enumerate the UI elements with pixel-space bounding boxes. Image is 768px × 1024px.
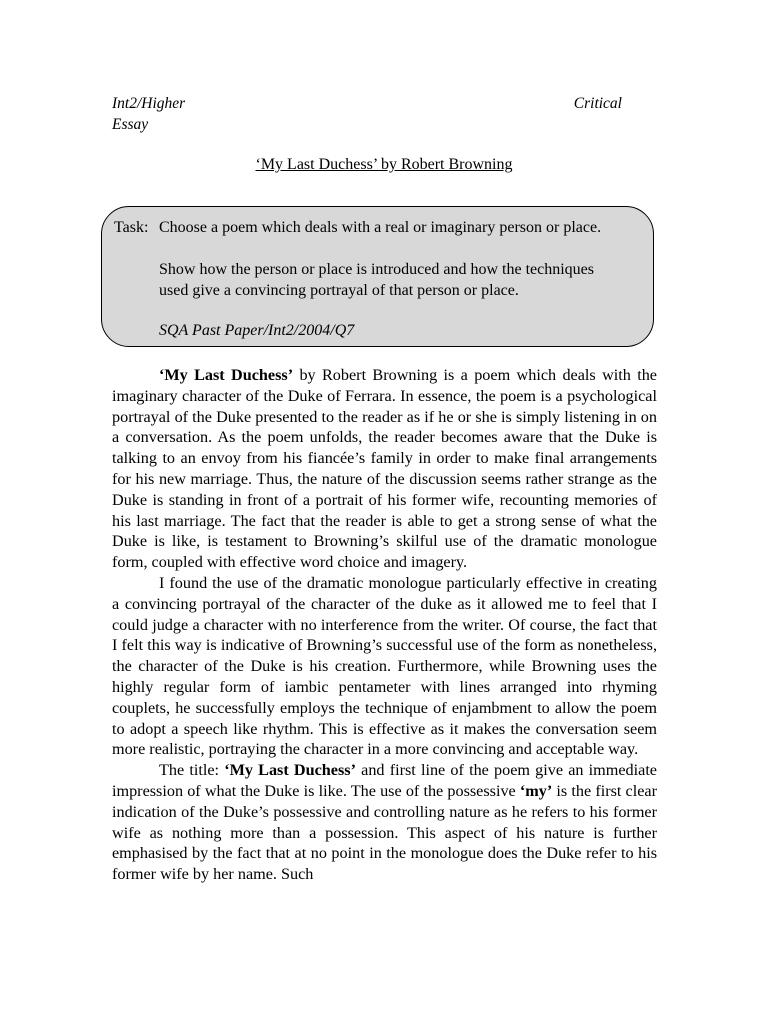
task-label: Task:: [114, 219, 149, 236]
task-line-3: used give a convincing portrayal of that person or place.: [159, 282, 519, 299]
essay-paragraph-1: [112, 365, 657, 573]
header-level: Int2/Higher: [112, 95, 186, 112]
poem-title-bold-2: ‘My Last Duchess’: [224, 761, 356, 780]
task-line-2: Show how the person or place is introduced and how the techniques: [159, 261, 595, 278]
paragraph-3-text-a: The title:: [159, 761, 225, 780]
header-type: Critical: [573, 95, 622, 112]
poem-title-bold: ‘My Last Duchess’: [159, 366, 294, 384]
header-essay: Essay: [112, 116, 149, 133]
possessive-my-bold: ‘my’: [519, 781, 553, 800]
essay-paragraph-3: [112, 760, 657, 885]
essay-paragraph-2: [112, 573, 657, 760]
essay-body: [112, 365, 657, 885]
paragraph-1-text: by Robert Browning is a poem which deals with the imaginary character of the Duke of Ferrara. In essence, the poem is a psychological portrayal of the Duke presented to the reader as if he or she is simply listening in on a conversation. As the poem unfolds, the reader becomes aware that the Duke is talking to an envoy from his fiancée’s family in order to make final arrangements for his new marriage. Thus, the nature of the discussion seems rather strange as the Duke is standing in front of a portrait of his former wife, recounting memories of his last marriage. The fact that the reader is able to get a strong sense of what the Duke is like, is testament to Browning’s skilful use of the dramatic monologue form, coupled with effective word choice and imagery.: [112, 366, 657, 572]
task-reference: SQA Past Paper/Int2/2004/Q7: [159, 322, 355, 339]
paragraph-3-text-b: and first line of the poem give an immediate impression of what the Duke is like. The use of the possessive: [112, 761, 657, 800]
task-box: [101, 206, 654, 347]
paragraph-3-text-c: is the first clear indication of the Duke’s possessive and controlling nature as he refers to his former wife as nothing more than a possession. This aspect of his nature is further emphasised by the fact that at no point in the monologue does the Duke refer to his former wife by her name. Such: [112, 781, 657, 884]
paragraph-2-text: I found the use of the dramatic monologue particularly effective in creating a convincing portrayal of the character of the duke as it allowed me to feel that I could judge a character with no interference from the writer. Of course, the fact that I felt this way is indicative of Browning’s successful use of the form as nonetheless, the character of the Duke is his creation. Furthermore, while Browning uses the highly regular form of iambic pentameter with lines arranged into rhyming couplets, he successfully employs the technique of enjambment to allow the poem to adopt a speech like rhythm. This is effective as it makes the conversation seem more realistic, portraying the character in a more convincing and acceptable way.: [112, 573, 657, 759]
essay-title: ‘My Last Duchess’ by Robert Browning: [255, 156, 513, 173]
task-line-1: Choose a poem which deals with a real or imaginary person or place.: [159, 219, 602, 236]
